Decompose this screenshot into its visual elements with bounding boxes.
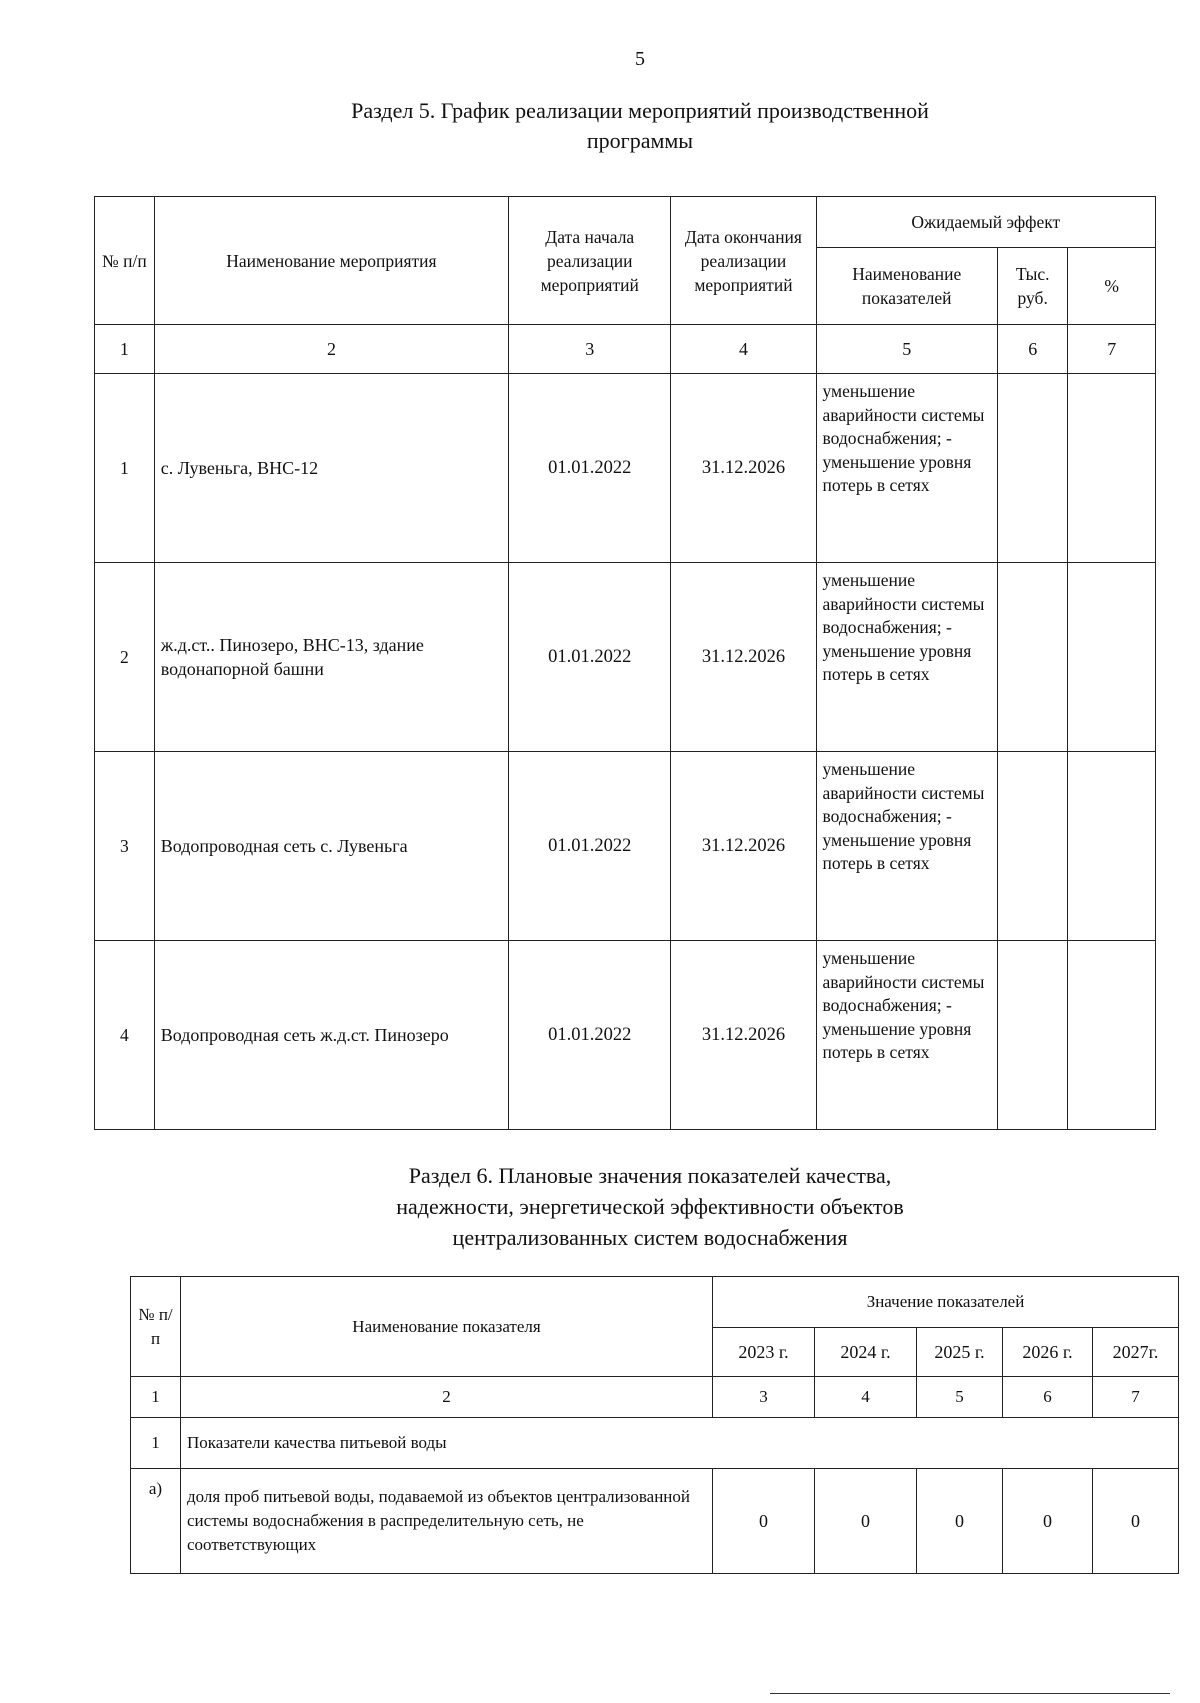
header-year: 2025 г. bbox=[917, 1328, 1003, 1377]
row-num: 2 bbox=[95, 563, 155, 752]
section6-title-line1: Раздел 6. Плановые значения показателей качества, bbox=[408, 1163, 892, 1188]
table-row bbox=[95, 941, 1156, 1130]
event-name: Водопроводная сеть с. Лувеньга bbox=[154, 752, 508, 941]
thousand-rub-value bbox=[997, 752, 1067, 941]
header-percent: % bbox=[1068, 248, 1156, 325]
percent-value bbox=[1068, 563, 1156, 752]
thousand-rub-value bbox=[997, 941, 1067, 1130]
column-number: 7 bbox=[1068, 325, 1156, 374]
event-name: с. Лувеньга, ВНС-12 bbox=[154, 374, 508, 563]
column-number: 2 bbox=[181, 1377, 713, 1418]
group-row bbox=[131, 1418, 1179, 1469]
end-date: 31.12.2026 bbox=[671, 374, 816, 563]
indicator-value: 0 bbox=[917, 1469, 1003, 1574]
start-date: 01.01.2022 bbox=[509, 941, 671, 1130]
group-num: 1 bbox=[131, 1418, 181, 1469]
section6-title bbox=[300, 1160, 1000, 1253]
table-row bbox=[95, 563, 1156, 752]
table-row bbox=[95, 374, 1156, 563]
start-date: 01.01.2022 bbox=[509, 563, 671, 752]
row-num: 4 bbox=[95, 941, 155, 1130]
thousand-rub-value bbox=[997, 563, 1067, 752]
end-date: 31.12.2026 bbox=[671, 563, 816, 752]
section6-title-line3: централизованных систем водоснабжения bbox=[452, 1225, 848, 1250]
section6-table bbox=[130, 1276, 1179, 1574]
expected-effect: уменьшение аварийности системы водоснабжения; - уменьшение уровня потерь в сетях bbox=[816, 374, 997, 563]
expected-effect: уменьшение аварийности системы водоснабжения; - уменьшение уровня потерь в сетях bbox=[816, 752, 997, 941]
header-expected-effect: Ожидаемый эффект bbox=[816, 197, 1155, 248]
header-num: № п/п bbox=[95, 197, 155, 325]
end-date: 31.12.2026 bbox=[671, 941, 816, 1130]
table-row bbox=[95, 752, 1156, 941]
event-name: Водопроводная сеть ж.д.ст. Пинозеро bbox=[154, 941, 508, 1130]
percent-value bbox=[1068, 941, 1156, 1130]
section5-title-line1: Раздел 5. График реализации мероприятий производственной bbox=[351, 98, 929, 123]
indicator-value: 0 bbox=[713, 1469, 815, 1574]
header-year: 2027г. bbox=[1093, 1328, 1179, 1377]
section5-table bbox=[94, 196, 1156, 1130]
section6-title-line2: надежности, энергетической эффективности объектов bbox=[396, 1194, 904, 1219]
table-row bbox=[131, 1469, 1179, 1574]
header-year: 2024 г. bbox=[815, 1328, 917, 1377]
section5-title-line2: программы bbox=[586, 128, 694, 153]
indicator-value: 0 bbox=[815, 1469, 917, 1574]
column-numbers-row bbox=[95, 325, 1156, 374]
expected-effect: уменьшение аварийности системы водоснабжения; - уменьшение уровня потерь в сетях bbox=[816, 941, 997, 1130]
header-thousand-rub: Тыс. руб. bbox=[997, 248, 1067, 325]
header-indicator-values: Значение показателей bbox=[713, 1277, 1179, 1328]
header-start-date: Дата начала реализации мероприятий bbox=[509, 197, 671, 325]
column-number: 3 bbox=[713, 1377, 815, 1418]
thousand-rub-value bbox=[997, 374, 1067, 563]
column-number: 4 bbox=[815, 1377, 917, 1418]
indicator-value: 0 bbox=[1093, 1469, 1179, 1574]
column-number: 1 bbox=[95, 325, 155, 374]
column-number: 5 bbox=[917, 1377, 1003, 1418]
header-year: 2026 г. bbox=[1003, 1328, 1093, 1377]
row-num: а) bbox=[131, 1469, 181, 1574]
indicator-value: 0 bbox=[1003, 1469, 1093, 1574]
row-num: 3 bbox=[95, 752, 155, 941]
section5-title bbox=[240, 96, 1040, 156]
start-date: 01.01.2022 bbox=[509, 752, 671, 941]
column-number: 6 bbox=[997, 325, 1067, 374]
column-number: 1 bbox=[131, 1377, 181, 1418]
row-num: 1 bbox=[95, 374, 155, 563]
header-indicator-name: Наименование показателя bbox=[181, 1277, 713, 1377]
start-date: 01.01.2022 bbox=[509, 374, 671, 563]
header-num: № п/п bbox=[131, 1277, 181, 1377]
indicator-description: доля проб питьевой воды, подаваемой из объектов централизованной системы водоснабжения в распределительную сеть, не соответствующих bbox=[181, 1469, 713, 1574]
percent-value bbox=[1068, 752, 1156, 941]
header-end-date: Дата окончания реализации мероприятий bbox=[671, 197, 816, 325]
column-numbers-row bbox=[131, 1377, 1179, 1418]
column-number: 4 bbox=[671, 325, 816, 374]
column-number: 5 bbox=[816, 325, 997, 374]
end-date: 31.12.2026 bbox=[671, 752, 816, 941]
expected-effect: уменьшение аварийности системы водоснабжения; - уменьшение уровня потерь в сетях bbox=[816, 563, 997, 752]
column-number: 3 bbox=[509, 325, 671, 374]
header-indicator-name: Наименование показателей bbox=[816, 248, 997, 325]
header-year: 2023 г. bbox=[713, 1328, 815, 1377]
group-name: Показатели качества питьевой воды bbox=[181, 1418, 1179, 1469]
percent-value bbox=[1068, 374, 1156, 563]
page-number: 5 bbox=[635, 48, 645, 70]
column-number: 2 bbox=[154, 325, 508, 374]
column-number: 6 bbox=[1003, 1377, 1093, 1418]
column-number: 7 bbox=[1093, 1377, 1179, 1418]
footer-line bbox=[770, 1693, 1170, 1694]
header-event-name: Наименование мероприятия bbox=[154, 197, 508, 325]
event-name: ж.д.ст.. Пинозеро, ВНС-13, здание водонапорной башни bbox=[154, 563, 508, 752]
